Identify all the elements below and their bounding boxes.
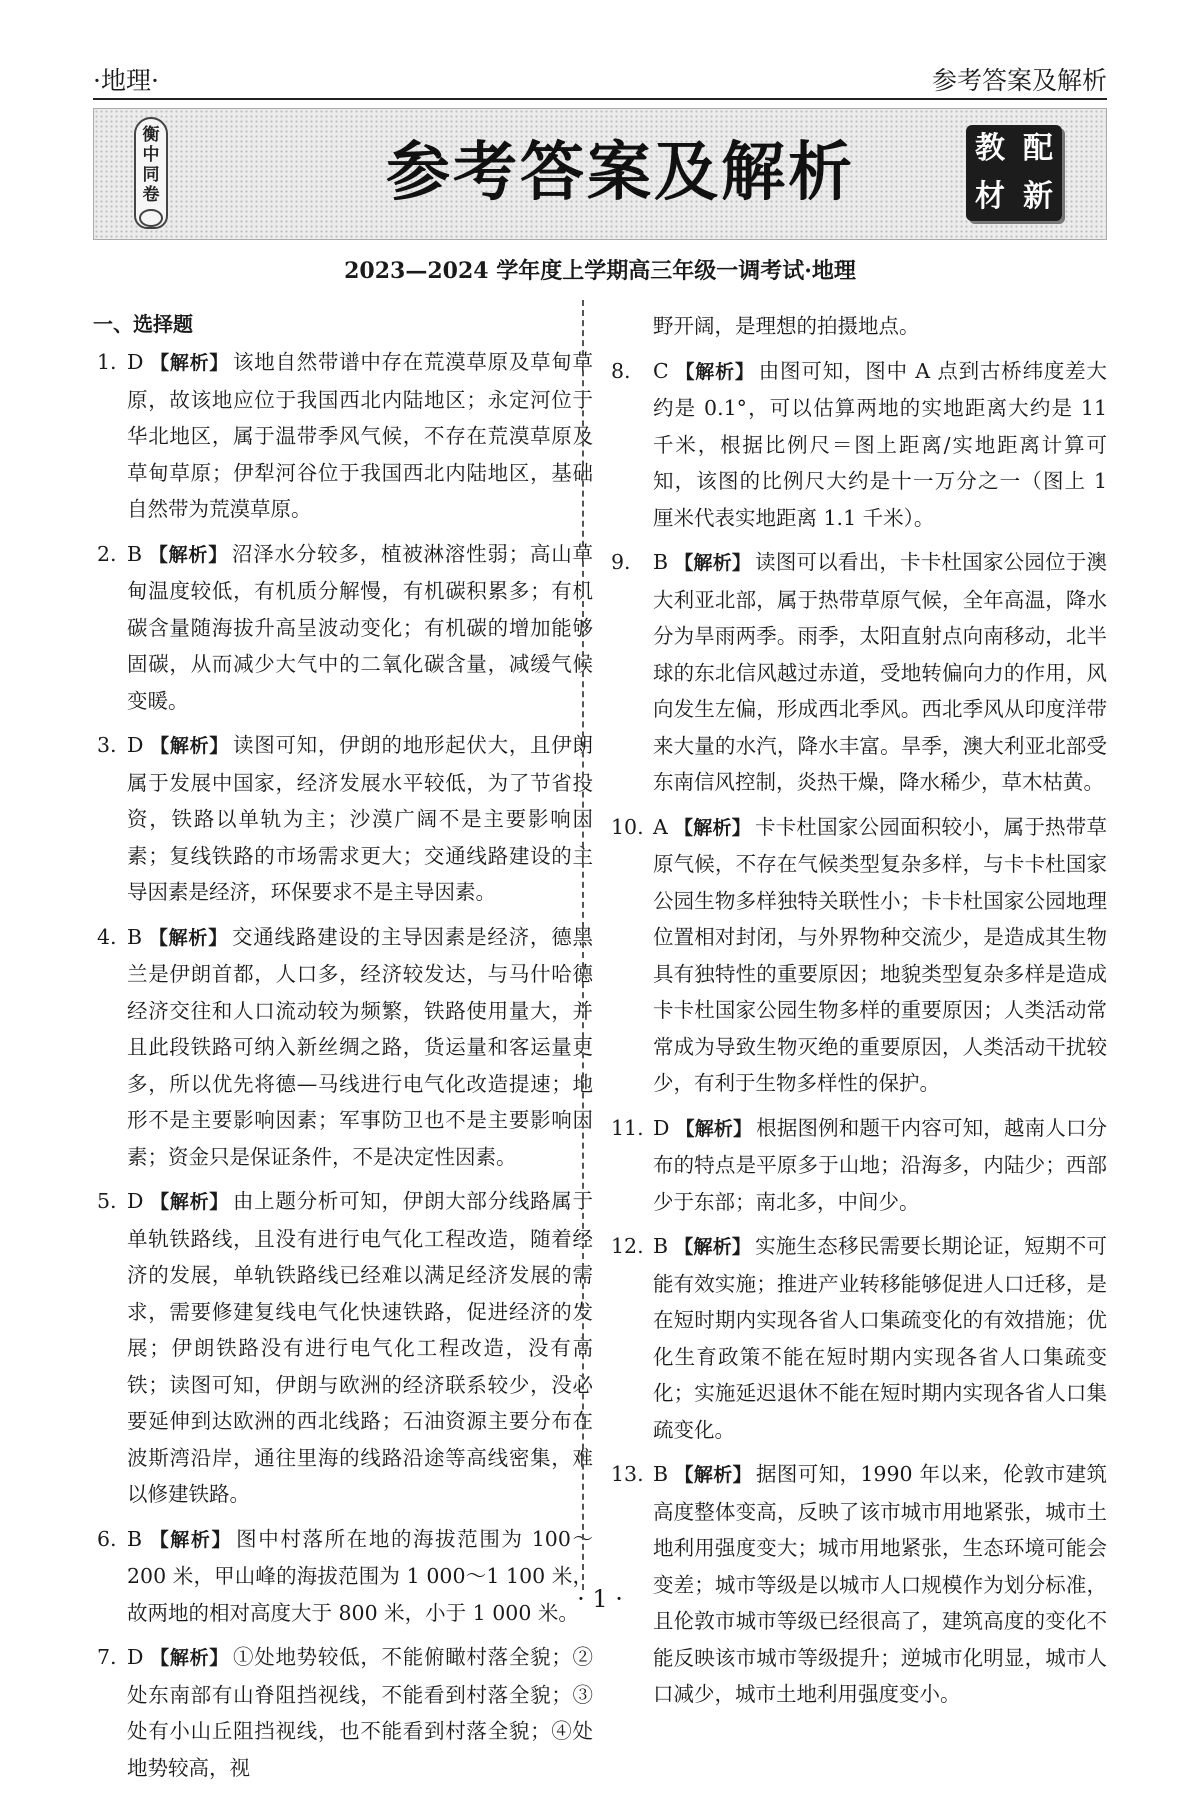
item-number: 5. xyxy=(97,1189,117,1213)
analysis-tag: 【解析】 xyxy=(148,543,228,566)
right-column xyxy=(607,308,1107,1721)
item-number: 9. xyxy=(611,550,631,574)
item-answer: D xyxy=(127,1645,144,1669)
item-number: 1. xyxy=(97,350,117,374)
seal-char: 中 xyxy=(142,145,160,165)
item-text: 图中村落所在地的海拔范围为 100～200 米，甲山峰的海拔范围为 1 000～1 100 米，故两地的相对高度大于 800 米，小于 1 000 米。 xyxy=(127,1526,593,1625)
left-column xyxy=(93,308,593,1794)
analysis-tag: 【解析】 xyxy=(149,735,230,757)
analysis-tag: 【解析】 xyxy=(674,360,755,383)
stamp-char: 教 xyxy=(975,131,1005,166)
answer-item xyxy=(93,1521,593,1632)
stamp-logo xyxy=(966,125,1062,221)
stamp-char: 新 xyxy=(1023,179,1053,214)
item-text: 沼泽水分较多，植被淋溶性弱；高山草甸温度较低，有机质分解慢，有机碳积累多；有机碳含量随海拔升高呈波动变化；有机碳的增加能够固碳，从而减少大气中的二氧化碳含量，减缓气候变暖。 xyxy=(127,541,593,713)
item-text: 实施生态移民需要长期论证，短期不可能有效实施；推进产业转移能够促进人口迁移，是在短时期内实现各省人口集疏变化的有效措施；优化生育政策不能在短时期内实现各省人口集疏变化；实施延迟退休不能在短时期内实现各省人口集疏变化。 xyxy=(653,1234,1107,1442)
analysis-tag: 【解析】 xyxy=(148,926,228,949)
item-answer: D xyxy=(127,1189,144,1213)
title-banner xyxy=(93,108,1107,240)
header-section-title: 参考答案及解析 xyxy=(931,66,1107,95)
item-number: 13. xyxy=(611,1462,644,1486)
item-text: 由上题分析可知，伊朗大部分线路属于单轨铁路线，且没有进行电气化工程改造，随着经济的发展，单轨铁路线已经难以满足经济发展的需求，需要修建复线电气化快速铁路，促进经济的发展；伊朗铁路没有进行电气化工程改造，没有高铁；读图可知，伊朗与欧洲的经济联系较少，没必要延伸到达欧洲的西北线路；石油资源主要分布在波斯湾沿岸，通往里海的线路沿途等高线密集，难以修建铁路。 xyxy=(127,1189,593,1506)
answer-item xyxy=(607,1228,1107,1448)
page-number: · 1 · xyxy=(577,1585,623,1613)
scroll-seal xyxy=(134,117,168,229)
analysis-tag: 【解析】 xyxy=(148,1528,233,1551)
analysis-tag: 【解析】 xyxy=(149,1647,230,1669)
analysis-tag: 【解析】 xyxy=(674,1464,752,1486)
answer-item xyxy=(93,919,593,1176)
section-title: 一、选择题 xyxy=(93,312,193,336)
item-answer: A xyxy=(653,814,668,839)
column-divider xyxy=(582,300,584,1590)
item-number: 10. xyxy=(611,814,644,839)
item-number: 8. xyxy=(611,358,631,383)
answer-item xyxy=(607,809,1107,1102)
answer-item xyxy=(93,727,593,911)
seal-char: 衡 xyxy=(142,125,160,145)
item-answer: B xyxy=(653,1234,669,1258)
item-text: 据图可知，1990 年以来，伦敦市建筑高度整体变高，反映了该市城市用地紧张，城市土地利用强度变大；城市用地紧张，生态环境可能会变差；城市等级是以城市人口规模作为划分标准，且伦敦市城市等级已经很高了，建筑高度的变化不能反映该市城市等级提升；逆城市化明显，城市人口减少，城市土地利用强度变小。 xyxy=(653,1462,1107,1706)
item-number: 4. xyxy=(97,924,117,949)
answer-item xyxy=(607,353,1107,537)
item-answer: D xyxy=(653,1115,670,1140)
analysis-tag: 【解析】 xyxy=(674,552,752,574)
item-number: 7. xyxy=(97,1645,117,1669)
stamp-char: 配 xyxy=(1023,131,1053,166)
analysis-tag: 【解析】 xyxy=(674,1236,752,1258)
item-text: 读图可以看出，卡卡杜国家公园位于澳大利亚北部，属于热带草原气候，全年高温，降水分为旱雨两季。雨季，太阳直射点向南移动，北半球的东北信风越过赤道，受地转偏向力的作用，风向发生左偏，形成西北季风。西北季风从印度洋带来大量的水汽，降水丰富。旱季，澳大利亚北部受东南信风控制，炎热干燥，降水稀少，草木枯黄。 xyxy=(653,550,1107,794)
item-number: 3. xyxy=(97,733,117,757)
item-answer: B xyxy=(127,541,143,566)
banner-title: 参考答案及解析 xyxy=(386,136,855,210)
answer-item xyxy=(93,1639,593,1786)
swirl-icon xyxy=(139,209,163,227)
stamp-char: 材 xyxy=(975,179,1005,214)
seal-char: 卷 xyxy=(142,185,160,205)
seal-char: 同 xyxy=(142,165,160,185)
item-text: 根据图例和题干内容可知，越南人口分布的特点是平原多于山地；沿海多，内陆少；西部少于东部；南北多，中间少。 xyxy=(653,1115,1107,1214)
header-subject: ·地理· xyxy=(93,66,159,95)
answer-item xyxy=(93,1183,593,1513)
answer-item xyxy=(607,1110,1107,1221)
item-number: 12. xyxy=(611,1234,644,1258)
item-text: 由图可知，图中 A 点到古桥纬度差大约是 0.1°，可以估算两地的实地距离大约是 11 千米，根据比例尺＝图上距离/实地距离计算可知，该图的比例尺大约是十一万分之一（图上 1 厘米代表实地距离 1.1 千米）。 xyxy=(653,358,1107,530)
item-text: 读图可知，伊朗的地形起伏大，且伊朗属于发展中国家，经济发展水平较低，为了节省投资，铁路以单轨为主；沙漠广阔不是主要影响因素；复线铁路的市场需求更大；交通线路建设的主导因素是经济，环保要求不是主导因素。 xyxy=(127,733,593,904)
exam-title: 2023—2024 学年度上学期高三年级一调考试·地理 xyxy=(344,258,856,284)
item-answer: B xyxy=(653,550,669,574)
analysis-tag: 【解析】 xyxy=(149,1191,230,1213)
answer-item xyxy=(607,544,1107,801)
item-number: 2. xyxy=(97,541,117,566)
item-answer: D xyxy=(127,350,144,374)
item-text: 卡卡杜国家公园面积较小，属于热带草原气候，不存在气候类型复杂多样，与卡卡杜国家公园生物多样独特关联性小；卡卡杜国家公园地理位置相对封闭，与外界物种交流少，是造成其生物具有独特性的重要原因；地貌类型复杂多样是造成卡卡杜国家公园生物多样的重要原因；人类活动常常成为导致生物灭绝的重要原因，人类活动干扰较少，有利于生物多样性的保护。 xyxy=(653,814,1107,1095)
item-answer: D xyxy=(127,733,144,757)
item-text: ①处地势较低，不能俯瞰村落全貌；②处东南部有山脊阻挡视线，不能看到村落全貌；③处有小山丘阻挡视线，也不能看到村落全貌；④处地势较高，视 xyxy=(127,1645,593,1780)
item-answer: B xyxy=(653,1462,669,1486)
item-continuation: 野开阔，是理想的拍摄地点。 xyxy=(653,314,920,338)
answer-item xyxy=(93,536,593,720)
running-header xyxy=(93,64,1107,100)
analysis-tag: 【解析】 xyxy=(673,816,751,839)
analysis-tag: 【解析】 xyxy=(149,352,230,374)
item-answer: B xyxy=(127,1526,143,1551)
item-number: 6. xyxy=(97,1526,117,1551)
item-text: 该地自然带谱中存在荒漠草原及草甸草原，故该地应位于我国西北内陆地区；永定河位于华北地区，属于温带季风气候，不存在荒漠草原及草甸草原；伊犁河谷位于我国西北内陆地区，基础自然带为荒漠草原。 xyxy=(127,350,593,521)
analysis-tag: 【解析】 xyxy=(675,1117,753,1140)
item-answer: C xyxy=(653,358,669,383)
item-text: 交通线路建设的主导因素是经济，德黑兰是伊朗首都，人口多，经济较发达，与马什哈德经济交往和人口流动较为频繁，铁路使用量大，并且此段铁路可纳入新丝绸之路，货运量和客运量更多，所以优先将德—马线进行电气化改造提速；地形不是主要影响因素；军事防卫也不是主要影响因素；资金只是保证条件，不是决定性因素。 xyxy=(127,924,593,1169)
item-number: 11. xyxy=(611,1115,644,1140)
item-answer: B xyxy=(127,924,143,949)
answer-item xyxy=(93,344,593,528)
